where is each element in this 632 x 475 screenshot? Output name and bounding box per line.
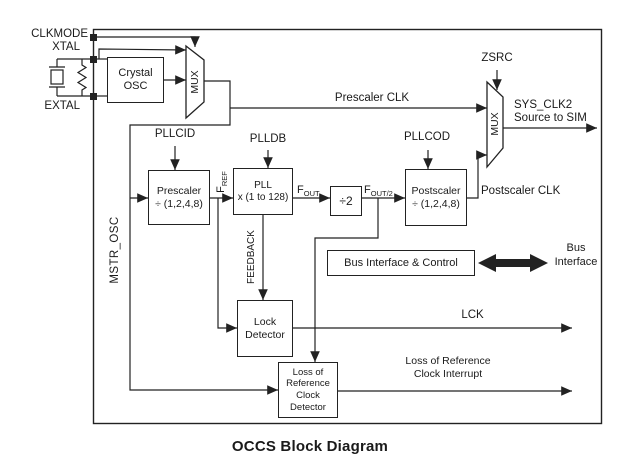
prescaler-clk-label: Prescaler CLK: [334, 92, 410, 104]
postscaler-line2: ÷ (1,2,4,8): [412, 197, 460, 210]
wire-fout2-to-loss: [315, 198, 378, 362]
fout-base: F: [297, 184, 304, 196]
sys-clk2-line1: SYS_CLK2: [514, 99, 573, 111]
prescaler-line1: Prescaler: [156, 185, 202, 198]
lock-detector-line1: Lock: [253, 316, 277, 329]
loss-detector-line2: Reference: [286, 378, 330, 390]
crystal-osc-line1: Crystal: [118, 67, 153, 80]
loss-interrupt-label: [388, 355, 508, 381]
lock-detector-block: [237, 300, 293, 357]
prescaler-line2: ÷ (1,2,4,8): [155, 197, 203, 210]
bus-interface-control-block: [327, 250, 475, 276]
crystal-osc-block: [107, 57, 164, 103]
bus-interface-line2: Interface: [554, 256, 598, 268]
mstr-osc-label: MSTR_OSC: [109, 216, 121, 284]
pin-clkmode: [90, 34, 97, 41]
clkmode-pin-label: CLKMODE: [31, 28, 88, 40]
pllcod-label: PLLCOD: [403, 131, 451, 143]
wire-clkmode-select: [96, 37, 195, 47]
postscaler-block: [405, 169, 467, 226]
lck-label: LCK: [461, 309, 484, 321]
sys-clk2-label: [514, 99, 587, 125]
extal-pin-label: EXTAL: [44, 100, 80, 112]
postscaler-clk-label: Postscaler CLK: [481, 185, 561, 197]
pll-block: [233, 168, 293, 215]
zsrc-label: ZSRC: [481, 52, 513, 64]
fout-label: [297, 180, 320, 198]
loss-detector-line3: Clock: [296, 390, 320, 401]
resistor-icon: [78, 59, 86, 96]
fref-label: [213, 167, 227, 197]
sys-clk2-line2: Source to SIM: [514, 112, 587, 124]
fout2-label: [364, 180, 393, 198]
postscaler-line1: Postscaler: [411, 185, 461, 198]
loss-detector-line4: Detector: [290, 401, 326, 413]
crystal-network: [49, 59, 93, 96]
diagram-title: OCCS Block Diagram: [231, 438, 389, 455]
fref-base: F: [215, 186, 227, 193]
wire-fref-to-lock: [218, 198, 237, 328]
bus-interface-line1: Bus: [566, 242, 586, 254]
bus-interface-control-label: Bus Interface & Control: [344, 256, 458, 269]
loss-detector-block: [278, 362, 338, 418]
mux-right-label: MUX: [489, 112, 501, 136]
lock-detector-line2: Detector: [245, 328, 285, 341]
mux-left-label: MUX: [189, 70, 201, 94]
loss-interrupt-line2: Clock Interrupt: [413, 368, 483, 380]
fout-sub: OUT: [303, 189, 320, 198]
pllcid-label: PLLCID: [154, 128, 196, 140]
crystal-osc-line2: OSC: [123, 80, 148, 92]
plldb-label: PLLDB: [249, 133, 287, 145]
bus-double-arrow-icon: [478, 254, 548, 272]
feedback-label: FEEDBACK: [246, 230, 257, 284]
loss-detector-line1: Loss of: [292, 366, 324, 378]
fref-sub: REF: [220, 171, 229, 187]
pll-line1: PLL: [254, 179, 272, 191]
pll-line2: x (1 to 128): [237, 191, 289, 203]
loss-interrupt-line1: Loss of Reference: [405, 355, 491, 367]
div2-label: ÷2: [339, 193, 353, 208]
bus-interface-label: [550, 241, 602, 269]
prescaler-block: [148, 170, 210, 225]
fout2-sub: OUT/2: [370, 189, 393, 198]
crystal-body: [51, 70, 63, 84]
xtal-pin-label: XTAL: [52, 41, 80, 53]
chip-boundary: [94, 30, 602, 424]
fout2-base: F: [364, 184, 371, 196]
div2-block: [330, 186, 362, 216]
